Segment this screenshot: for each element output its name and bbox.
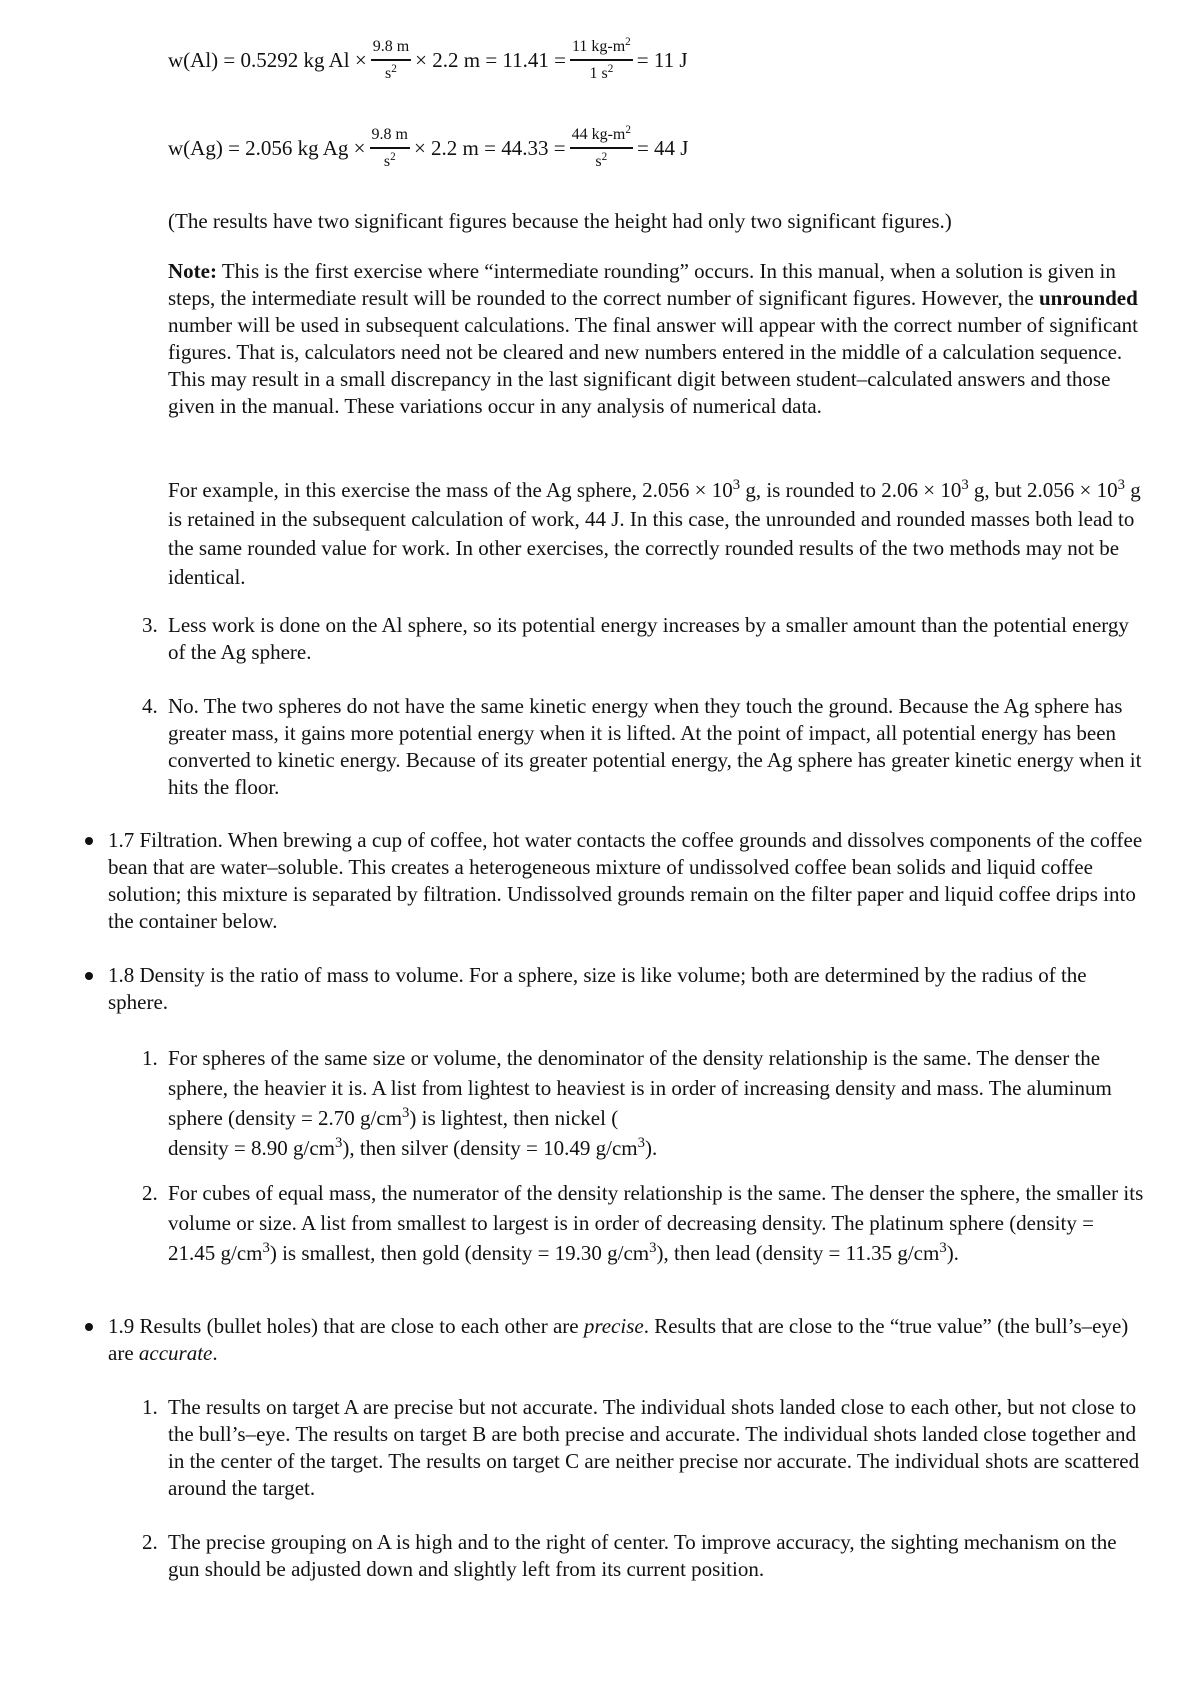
bullet-icon <box>85 837 93 845</box>
emphasis-unrounded: unrounded <box>1038 286 1138 310</box>
fraction-denominator: $s^2$ <box>383 150 396 170</box>
fraction-denominator: $s^2$ <box>595 150 608 170</box>
list-marker: 1. <box>142 1395 158 1419</box>
bullet-text: 1.8 Density is the ratio of mass to volume. For a sphere, size is like volume; both are determined by the radius of the sphere. <box>108 963 1087 1014</box>
list-item <box>142 1529 1143 1583</box>
term-precise: precise <box>583 1314 644 1338</box>
list-item <box>142 612 1143 666</box>
list-item-text: Less work is done on the Al sphere, so its potential energy increases by a smaller amount than the potential energy of the Ag sphere. <box>168 613 1129 664</box>
equation-middle: × 2.2 m = 11.41 = <box>415 48 566 72</box>
equation-result: = 11 J <box>636 48 688 72</box>
bullet-text: 1.7 Filtration. When brewing a cup of coffee, hot water contacts the coffee grounds and dissolves components of the coffee bean that are water–soluble. This creates a heterogeneous mixture of undissolved coffee bean solids and liquid coffee solution; this mixture is separated by filtration. Undissolved grounds remain on the filter paper and liquid coffee drips into the container below. <box>108 828 1143 933</box>
list-marker: 1. <box>142 1046 158 1070</box>
list-marker: 2. <box>142 1181 158 1205</box>
bullet-text: 1.9 Results (bullet holes) that are close to each other are precise. Results that are close to the “true value” (the bull’s–eye) are accurate. <box>108 1314 1129 1365</box>
example-paragraph: For example, in this exercise the mass of the Ag sphere, $2.056 \times 10^3$ g, is rounded to $2.06 \times 10^3$ g, but $2.056 \times 10^3$ g is retained in the subsequent calculation of work, 44 J. In this case, the unrounded and rounded masses both lead to the same rounded value for work. In other exercises, the correctly rounded results of the two methods may not be identical. <box>168 476 1141 589</box>
list-item <box>142 1178 1146 1268</box>
fraction-units <box>570 35 633 83</box>
bullet-item-1-7 <box>108 827 1148 935</box>
list-item <box>142 693 1143 801</box>
fraction-units <box>570 123 633 171</box>
bullet-icon <box>85 972 93 980</box>
equation-middle: × 2.2 m = 44.33 = <box>413 136 566 160</box>
fraction-gravity <box>371 38 411 83</box>
list-item-text: No. The two spheres do not have the same kinetic energy when they touch the ground. Because the Ag sphere has greater mass, it gains more potential energy when it is lifted. At the point of impact, all potential energy has been converted to kinetic energy. Because of its greater potential energy, the Ag sphere has greater kinetic energy when it hits the floor. <box>168 694 1142 799</box>
list-item-text: The results on target A are precise but not accurate. The individual shots landed close to each other, but not close to the bull’s–eye. The results on target B are both precise and accurate. The individual shots landed close together and in the center of the target. The results on target C are neither precise nor accurate. The individual shots are scattered around the target. <box>168 1395 1140 1500</box>
note-label: Note: <box>168 259 217 283</box>
equation-work-ag <box>168 123 689 171</box>
fraction-denominator: 1 $s^2$ <box>589 62 614 82</box>
list-item-text: The precise grouping on A is high and to the right of center. To improve accuracy, the sighting mechanism on the gun should be adjusted down and slightly left from its current position. <box>168 1530 1117 1581</box>
fraction-numerator: 44 $kg-m^2$ <box>571 123 631 143</box>
equation-lhs: w(Al) = 0.5292 kg Al × <box>168 48 367 72</box>
bullet-item-1-8 <box>108 962 1148 1016</box>
fraction-numerator: 9.8 m <box>372 38 410 55</box>
term-accurate: accurate <box>138 1341 213 1365</box>
list-marker: 2. <box>142 1530 158 1554</box>
sigfig-paragraph: (The results have two significant figures because the height had only two significant figures.) <box>168 209 952 233</box>
fraction-gravity <box>370 126 410 171</box>
equation-lhs: w(Ag) = 2.056 kg Ag × <box>168 136 366 160</box>
equation-work-al <box>168 35 688 83</box>
bullet-item-1-9 <box>108 1313 1148 1367</box>
bullet-icon <box>85 1323 93 1331</box>
list-marker: 4. <box>142 694 158 718</box>
list-item-text: For spheres of the same size or volume, the denominator of the density relationship is the same. The denser the sphere, the heavier it is. A list from lightest to heaviest is in order of increasing density and mass. The aluminum sphere (density = 2.70 $g/cm^3$) is lightest, then nickel ( density = 8.90 $g/cm^3$), then silver (density = 10.49 $g/cm^3$). <box>168 1046 1112 1160</box>
note-paragraph: Note: This is the first exercise where “intermediate rounding” occurs. In this manual, when a solution is given in steps, the intermediate result will be rounded to the correct number of significant figures. However, the unrounded number will be used in subsequent calculations. The final answer will appear with the correct number of significant figures. That is, calculators need not be cleared and new numbers entered in the middle of a calculation sequence. This may result in a small discrepancy in the last significant digit between student–calculated answers and those given in the manual. These variations occur in any analysis of numerical data. <box>168 259 1138 418</box>
equation-result: = 44 J <box>636 136 689 160</box>
list-item <box>142 1394 1143 1502</box>
fraction-numerator: 11 $kg-m^2$ <box>571 35 631 55</box>
list-item-text: For cubes of equal mass, the numerator of the density relationship is the same. The denser the sphere, the smaller its volume or size. A list from smallest to largest is in order of decreasing density. The platinum sphere (density = 21.45 $g/cm^3$) is smallest, then gold (density = 19.30 $g/cm^3$), then lead (density = 11.35 $g/cm^3$). <box>168 1181 1144 1265</box>
fraction-denominator: $s^2$ <box>385 62 397 82</box>
list-marker: 3. <box>142 613 158 637</box>
fraction-numerator: 9.8 m <box>371 126 408 143</box>
list-item <box>142 1043 1143 1163</box>
